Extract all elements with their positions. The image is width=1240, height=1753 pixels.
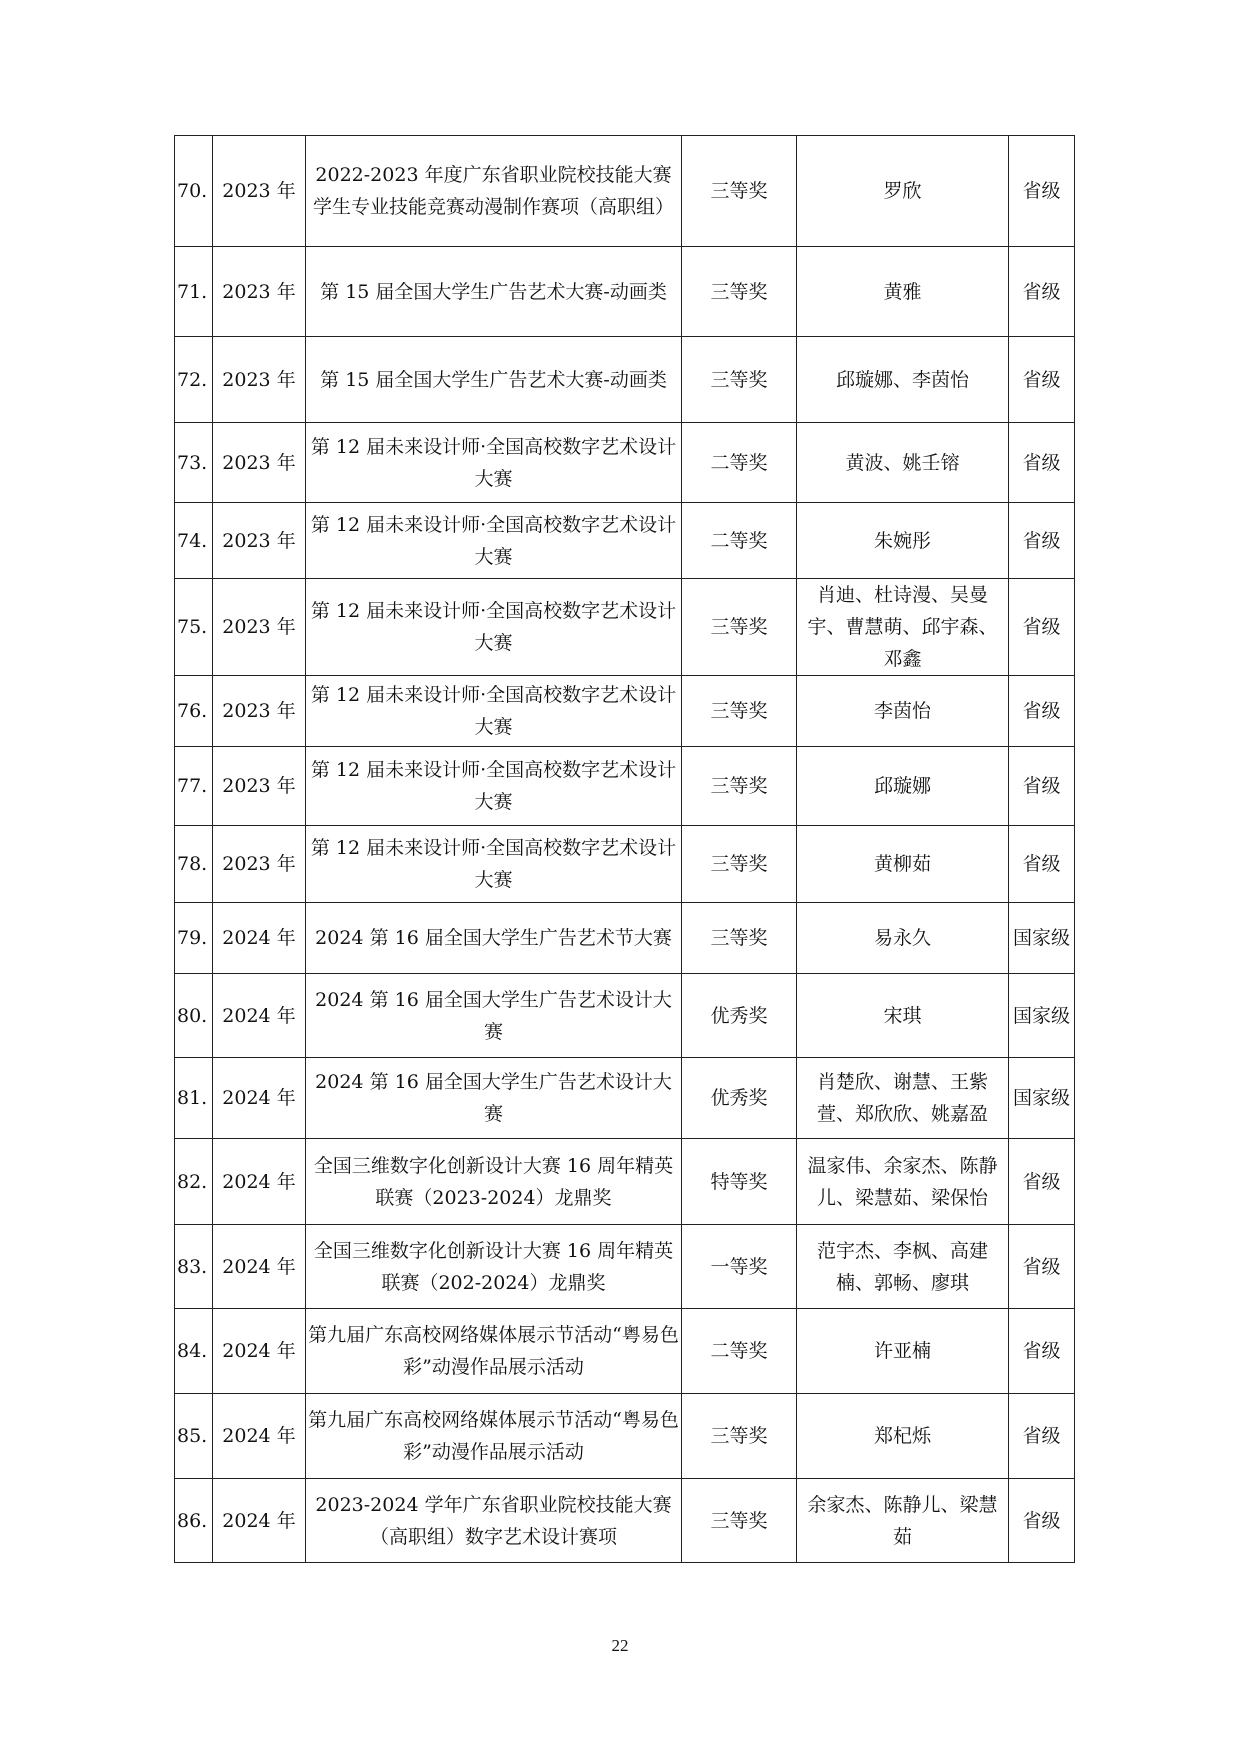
level-cell: 省级 [1009, 1394, 1075, 1479]
year-cell: 2023 年 [213, 247, 306, 337]
row-number: 76. [175, 676, 213, 747]
table-row [175, 1479, 1075, 1563]
competition-cell: 第九届广东高校网络媒体展示节活动“粤易色彩”动漫作品展示活动 [306, 1394, 682, 1479]
level-cell: 省级 [1009, 1139, 1075, 1225]
students-cell: 黄柳茹 [797, 826, 1009, 903]
competition-cell: 第 12 届未来设计师·全国高校数字艺术设计大赛 [306, 503, 682, 579]
awards-table [174, 135, 1075, 1563]
competition-cell: 第 12 届未来设计师·全国高校数字艺术设计大赛 [306, 826, 682, 903]
award-cell: 三等奖 [682, 1479, 797, 1563]
award-cell: 二等奖 [682, 1309, 797, 1394]
table-row [175, 337, 1075, 423]
table-row [175, 1309, 1075, 1394]
row-number: 85. [175, 1394, 213, 1479]
competition-cell: 全国三维数字化创新设计大赛 16 周年精英联赛（2023-2024）龙鼎奖 [306, 1139, 682, 1225]
year-cell: 2023 年 [213, 503, 306, 579]
award-cell: 三等奖 [682, 747, 797, 826]
year-cell: 2023 年 [213, 337, 306, 423]
table-row [175, 579, 1075, 676]
level-cell: 省级 [1009, 826, 1075, 903]
level-cell: 省级 [1009, 136, 1075, 247]
competition-cell: 第 12 届未来设计师·全国高校数字艺术设计大赛 [306, 423, 682, 503]
year-cell: 2024 年 [213, 1225, 306, 1309]
students-cell: 许亚楠 [797, 1309, 1009, 1394]
year-cell: 2023 年 [213, 747, 306, 826]
level-cell: 国家级 [1009, 1058, 1075, 1139]
level-cell: 省级 [1009, 1309, 1075, 1394]
students-cell: 范宇杰、李枫、高建楠、郭畅、廖琪 [797, 1225, 1009, 1309]
award-cell: 三等奖 [682, 903, 797, 974]
row-number: 71. [175, 247, 213, 337]
competition-cell: 第九届广东高校网络媒体展示节活动“粤易色彩”动漫作品展示活动 [306, 1309, 682, 1394]
table-row [175, 1225, 1075, 1309]
award-cell: 一等奖 [682, 1225, 797, 1309]
students-cell: 黄波、姚壬镕 [797, 423, 1009, 503]
row-number: 70. [175, 136, 213, 247]
year-cell: 2024 年 [213, 1394, 306, 1479]
level-cell: 省级 [1009, 579, 1075, 676]
page-number: 22 [611, 1636, 629, 1655]
table-row [175, 1058, 1075, 1139]
students-cell: 余家杰、陈静儿、梁慧茹 [797, 1479, 1009, 1563]
row-number: 77. [175, 747, 213, 826]
level-cell: 省级 [1009, 747, 1075, 826]
competition-cell: 2024 第 16 届全国大学生广告艺术设计大赛 [306, 974, 682, 1058]
row-number: 82. [175, 1139, 213, 1225]
award-cell: 二等奖 [682, 423, 797, 503]
competition-cell: 第 12 届未来设计师·全国高校数字艺术设计大赛 [306, 676, 682, 747]
year-cell: 2023 年 [213, 826, 306, 903]
row-number: 74. [175, 503, 213, 579]
competition-cell: 2024 第 16 届全国大学生广告艺术设计大赛 [306, 1058, 682, 1139]
competition-cell: 全国三维数字化创新设计大赛 16 周年精英联赛（202-2024）龙鼎奖 [306, 1225, 682, 1309]
students-cell: 宋琪 [797, 974, 1009, 1058]
students-cell: 易永久 [797, 903, 1009, 974]
level-cell: 国家级 [1009, 903, 1075, 974]
row-number: 79. [175, 903, 213, 974]
row-number: 72. [175, 337, 213, 423]
competition-cell: 第 12 届未来设计师·全国高校数字艺术设计大赛 [306, 747, 682, 826]
year-cell: 2024 年 [213, 903, 306, 974]
level-cell: 省级 [1009, 423, 1075, 503]
year-cell: 2024 年 [213, 1058, 306, 1139]
year-cell: 2023 年 [213, 136, 306, 247]
students-cell: 李茵怡 [797, 676, 1009, 747]
level-cell: 省级 [1009, 1225, 1075, 1309]
row-number: 81. [175, 1058, 213, 1139]
table-row [175, 747, 1075, 826]
award-cell: 优秀奖 [682, 1058, 797, 1139]
year-cell: 2023 年 [213, 579, 306, 676]
row-number: 78. [175, 826, 213, 903]
students-cell: 肖楚欣、谢慧、王紫萱、郑欣欣、姚嘉盈 [797, 1058, 1009, 1139]
students-cell: 肖迪、杜诗漫、吴曼宇、曹慧萌、邱宇森、邓鑫 [797, 579, 1009, 676]
award-cell: 三等奖 [682, 136, 797, 247]
year-cell: 2024 年 [213, 974, 306, 1058]
competition-cell: 2024 第 16 届全国大学生广告艺术节大赛 [306, 903, 682, 974]
award-cell: 特等奖 [682, 1139, 797, 1225]
table-row [175, 1139, 1075, 1225]
level-cell: 省级 [1009, 676, 1075, 747]
level-cell: 省级 [1009, 247, 1075, 337]
row-number: 86. [175, 1479, 213, 1563]
table-row [175, 676, 1075, 747]
year-cell: 2023 年 [213, 676, 306, 747]
year-cell: 2024 年 [213, 1479, 306, 1563]
competition-cell: 2022-2023 年度广东省职业院校技能大赛学生专业技能竞赛动漫制作赛项（高职组） [306, 136, 682, 247]
award-cell: 三等奖 [682, 247, 797, 337]
award-cell: 三等奖 [682, 826, 797, 903]
award-cell: 三等奖 [682, 1394, 797, 1479]
award-cell: 三等奖 [682, 337, 797, 423]
level-cell: 省级 [1009, 503, 1075, 579]
row-number: 83. [175, 1225, 213, 1309]
row-number: 84. [175, 1309, 213, 1394]
table-row [175, 826, 1075, 903]
students-cell: 邱璇娜、李茵怡 [797, 337, 1009, 423]
table-row [175, 247, 1075, 337]
year-cell: 2023 年 [213, 423, 306, 503]
students-cell: 罗欣 [797, 136, 1009, 247]
level-cell: 省级 [1009, 1479, 1075, 1563]
level-cell: 国家级 [1009, 974, 1075, 1058]
table-row [175, 1394, 1075, 1479]
students-cell: 邱璇娜 [797, 747, 1009, 826]
year-cell: 2024 年 [213, 1309, 306, 1394]
award-cell: 优秀奖 [682, 974, 797, 1058]
table-row [175, 136, 1075, 247]
competition-cell: 第 15 届全国大学生广告艺术大赛-动画类 [306, 247, 682, 337]
competition-cell: 第 15 届全国大学生广告艺术大赛-动画类 [306, 337, 682, 423]
competition-cell: 第 12 届未来设计师·全国高校数字艺术设计大赛 [306, 579, 682, 676]
award-cell: 三等奖 [682, 676, 797, 747]
level-cell: 省级 [1009, 337, 1075, 423]
students-cell: 黄雅 [797, 247, 1009, 337]
table-row [175, 503, 1075, 579]
competition-cell: 2023-2024 学年广东省职业院校技能大赛（高职组）数字艺术设计赛项 [306, 1479, 682, 1563]
year-cell: 2024 年 [213, 1139, 306, 1225]
table-row [175, 423, 1075, 503]
table-row [175, 974, 1075, 1058]
students-cell: 朱婉彤 [797, 503, 1009, 579]
award-cell: 二等奖 [682, 503, 797, 579]
row-number: 75. [175, 579, 213, 676]
row-number: 80. [175, 974, 213, 1058]
award-cell: 三等奖 [682, 579, 797, 676]
students-cell: 郑杞烁 [797, 1394, 1009, 1479]
row-number: 73. [175, 423, 213, 503]
students-cell: 温家伟、余家杰、陈静儿、梁慧茹、梁保怡 [797, 1139, 1009, 1225]
table-row [175, 903, 1075, 974]
